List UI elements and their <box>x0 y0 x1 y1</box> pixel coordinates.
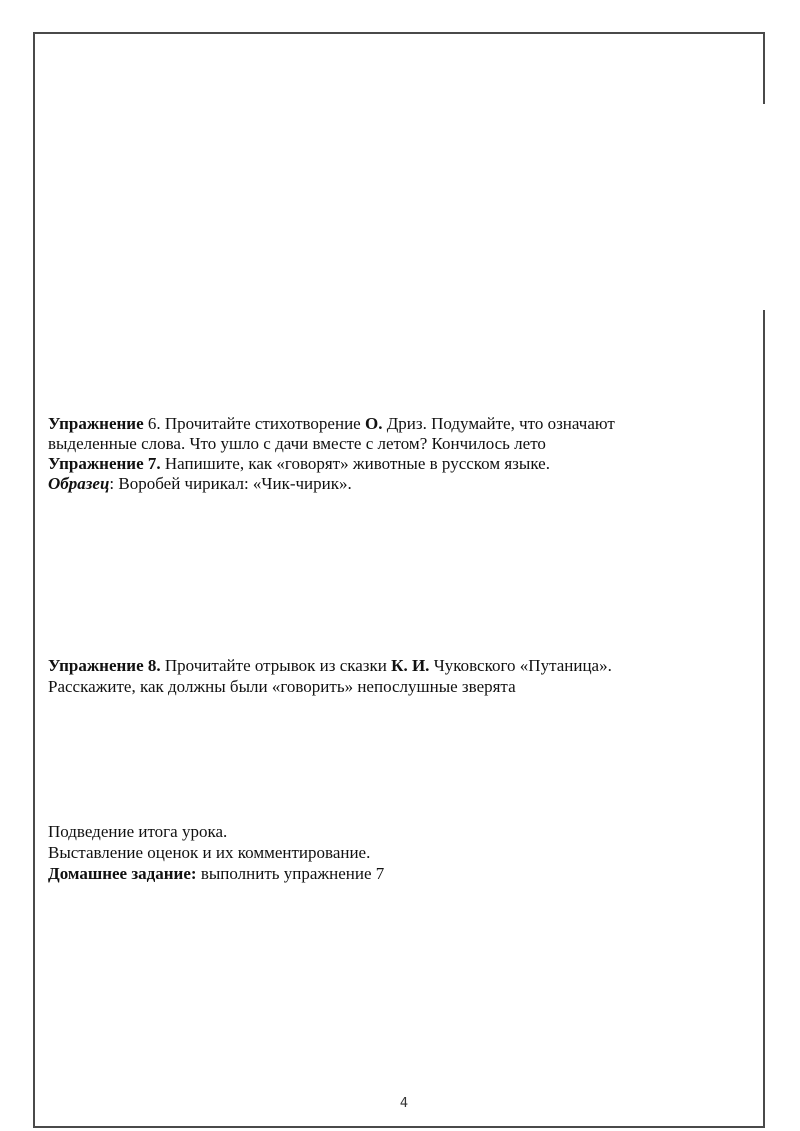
exercise-6-line-1 <box>48 414 615 434</box>
page-border <box>33 32 765 1128</box>
border-gap <box>763 104 769 310</box>
homework-label: Домашнее задание: <box>48 864 197 883</box>
exercise-8-line-2: Расскажите, как должны были «говорить» непослушные зверята <box>48 677 516 696</box>
exercise-6-line-2: выделенные слова. Что ушло с дачи вместе с летом? Кончилось лето <box>48 434 546 453</box>
example-label: Образец <box>48 474 110 493</box>
exercise-7-line-2 <box>48 474 352 494</box>
exercise-8-text: Прочитайте отрывок из сказки <box>160 656 392 675</box>
exercise-6-label: Упражнение <box>48 414 144 433</box>
exercise-7-line-1 <box>48 454 550 474</box>
exercise-7-label: Упражнение 7. <box>48 454 161 473</box>
author-initials: К. И. <box>391 656 430 675</box>
exercise-8-line-1 <box>48 656 612 676</box>
exercise-8-text-cont: Чуковского «Путаница». <box>429 656 612 675</box>
homework-line <box>48 864 384 884</box>
author-initial: О. <box>364 414 383 433</box>
exercise-8-label: Упражнение 8. <box>48 656 161 675</box>
exercise-6-text-cont: Дриз. Подумайте, что означают <box>382 414 615 433</box>
summary-line-1: Подведение итога урока. <box>48 822 228 841</box>
example-text: : Воробей чирикал: «Чик-чирик». <box>109 474 352 493</box>
homework-text: выполнить упражнение 7 <box>196 864 385 883</box>
summary-line-2: Выставление оценок и их комментирование. <box>48 843 371 862</box>
exercise-6-text: 6. Прочитайте стихотворение <box>143 414 365 433</box>
exercise-7-text: Напишите, как «говорят» животные в русском языке. <box>160 454 550 473</box>
page-number: 4 <box>399 1096 409 1111</box>
